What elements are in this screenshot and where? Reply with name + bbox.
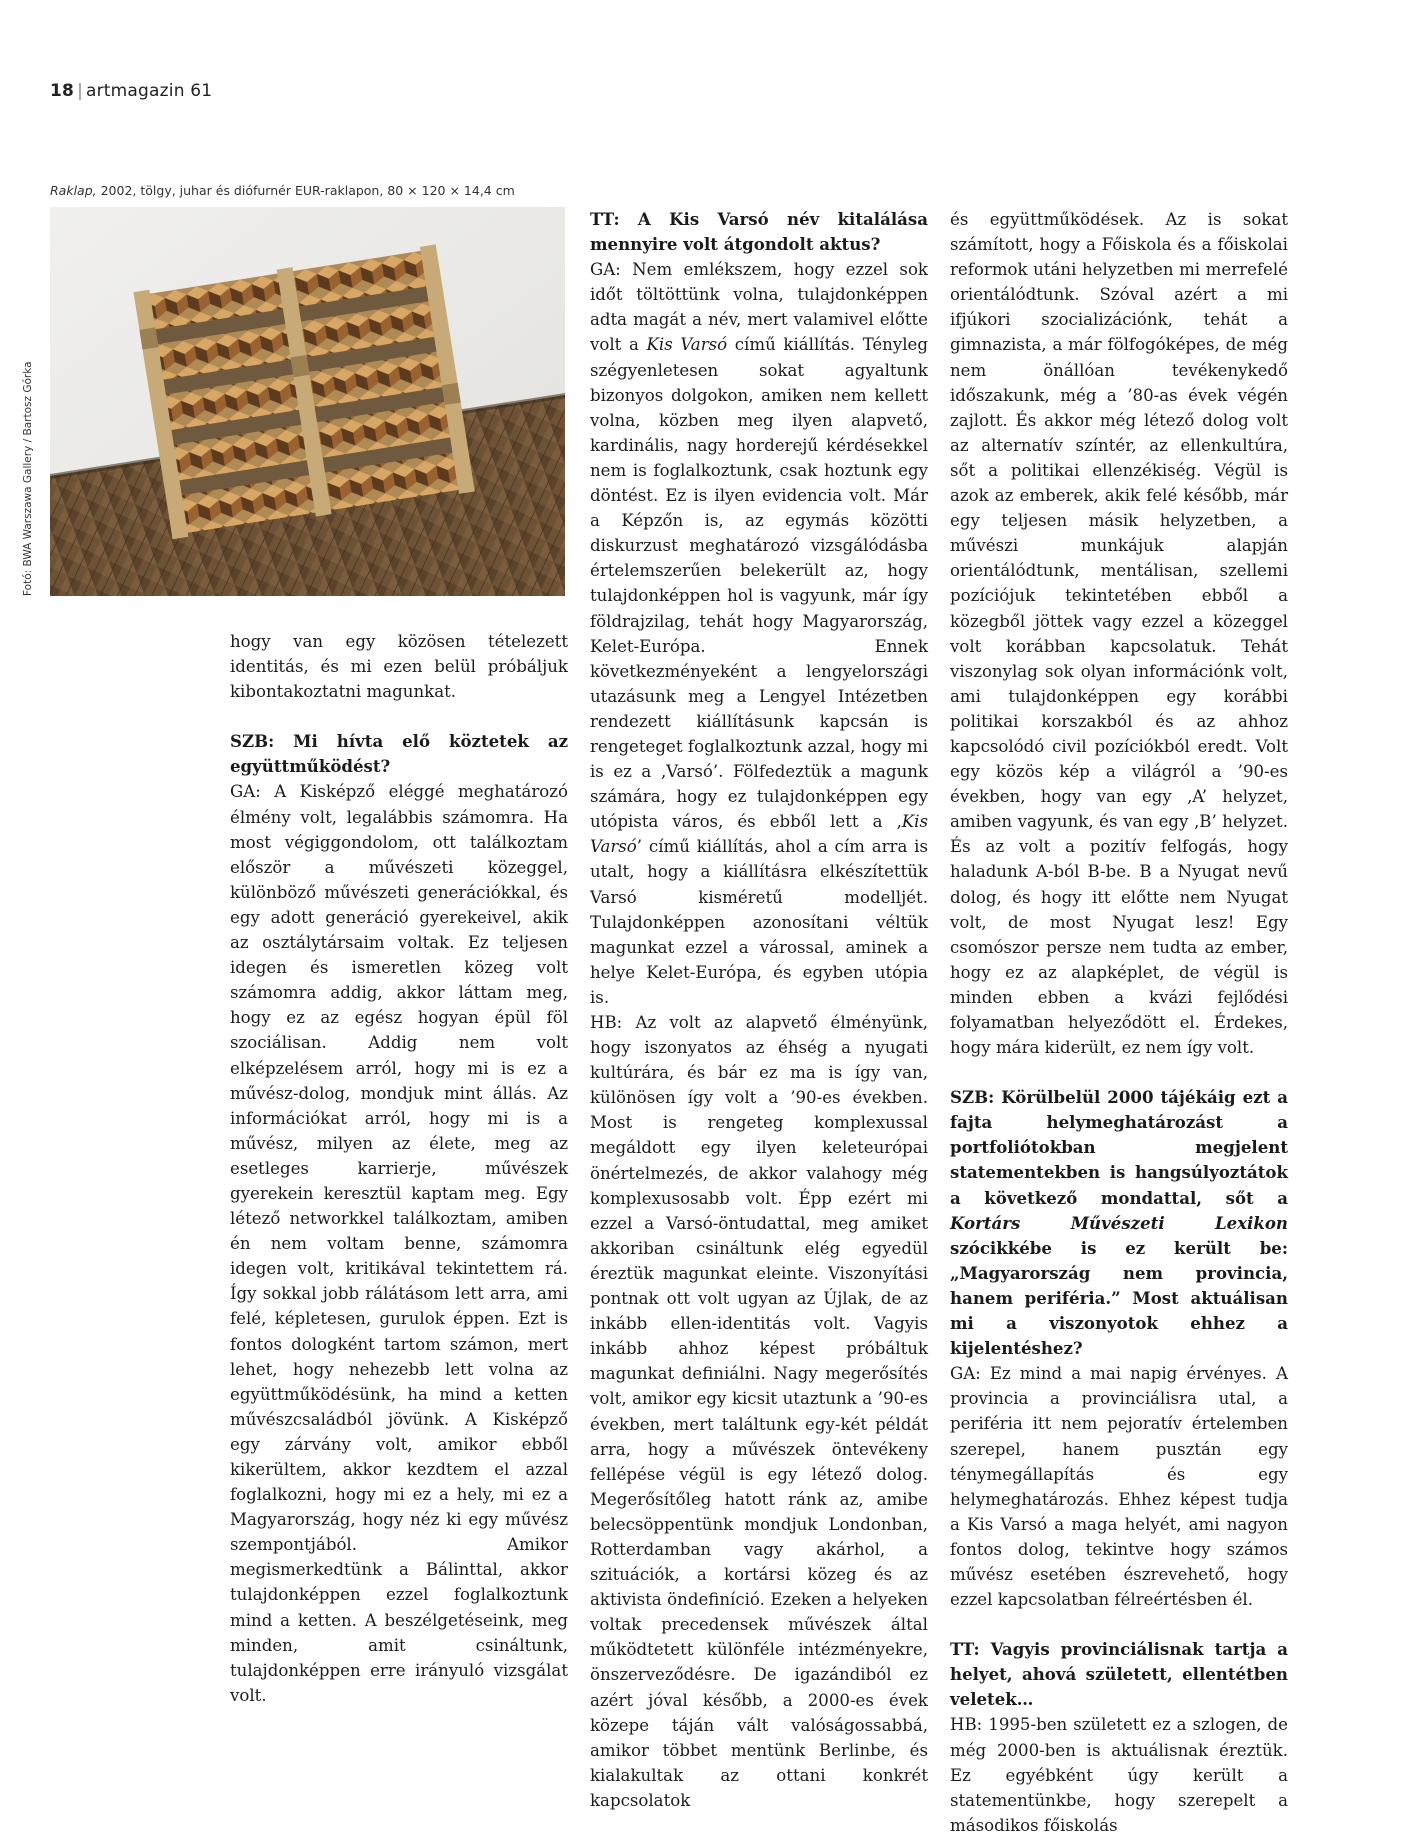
text-run: című kiállítás. Tényleg szégyenletesen sokat agyaltunk bizonyos dolgokon, amiken nem kellett volna, közben meg ilyen alapvető, kardinális, nagy horderejű kérdésekkel nem is foglalkoztunk, csak hoztunk egy döntést. Ez is ilyen evidencia volt. Már a Képzőn is, az egymás közötti diskurzust meghatározó vizsgálódásba értelemszerűen belekerült az, hogy tulajdonképpen hol is vagyunk, már így földrajzilag, tehát hogy Magyarország, Kelet-Európa. Ennek következményeként a lengyelországi utazásunk meg a Lengyel Intézetben rendezett kiállításunk kapcsán is rengeteget foglalkoztunk azzal, hogy mi is ez a ‚Varsó’. Fölfedeztük a magunk számára, hogy ez tulajdonképpen egy utópista város, és ebből lett a ‚ bbox=[590, 335, 928, 832]
paragraph-gap bbox=[950, 1060, 1288, 1085]
page-number: 18 bbox=[50, 81, 75, 101]
interview-answer: HB: 1995-ben született ez a szlogen, de még 2000-ben is aktuálisnak éreztük. Ez egyébként úgy került a statementünkbe, hogy szerepelt a másodikos főiskolás bbox=[950, 1715, 1288, 1835]
photo-credit-text: Fotó: BWA Warszawa Gallery / Bartosz Górka bbox=[22, 361, 34, 596]
italic-title: Kis Varsó bbox=[646, 335, 728, 355]
interview-question: SZB: Mi hívta elő köztetek az együttműködést? bbox=[230, 731, 568, 777]
text-run: SZB: Körülbelül 2000 tájékáig ezt a fajta helymeghatározást a portfoliótokban megjelent statementekben is hangsúlyoztátok a következő mondattal, sőt a bbox=[950, 1087, 1288, 1208]
caption-details: 2002, tölgy, juhar és diófurnér EUR-raklapon, 80 × 120 × 14,4 cm bbox=[96, 183, 515, 198]
interview-answer: GA: A Kisképző eléggé meghatározó élmény volt, legalábbis számomra. Ha most végiggondolom, ott találkoztam először a művészeti közeggel, különböző művészeti generációkkal, és egy adott generáció gyerekeivel, akik az osztálytársaim voltak. Ez teljesen idegen és ismeretlen közeg volt számomra addig, akkor láttam meg, hogy ez az egész hogyan épül föl szociálisan. Addig nem volt elképzelésem arról, hogy mi is ez a művész-dolog, mondjuk mint állás. Az információkat arról, hogy mi is a művész, milyen az élete, meg az esetleges karrierje, művészek gyerekein keresztül kaptam meg. Egy létező networkkel találkoztam, amiben én nem voltam benne, számomra idegen volt, kritikával tekintettem rá. Így sokkal jobb rálátásom lett arra, ami felé, képletesen, gurulok éppen. Ezt is fontos dologként tartom számon, mert lehet, hogy nehezebb lett volna az együttműködésünk, ha mind a ketten művészcsaládból jövünk. A Kisképző egy zárvány volt, amikor ebből kikerültem, akkor kezdtem el azzal foglalkozni, hogy mi ez a hely, mi ez a Magyarország, hogy néz ki egy művész szempontjából. Amikor megismerkedtünk a Bálinttal, akkor tulajdonképpen ezzel foglalkoztunk mind a ketten. A beszélgetéseink, meg minden, amit csináltunk, tulajdonképpen erre irányuló vizsgálat volt. bbox=[230, 782, 568, 1705]
magazine-name: artmagazin 61 bbox=[86, 81, 213, 101]
paragraph-gap bbox=[230, 704, 568, 729]
artwork-photo bbox=[50, 207, 565, 596]
text-run: ’ című kiállítás, ahol a cím arra is utalt, hogy a kiállításra elkészítettük Varsó kisméretű modelljét. Tulajdonképpen azonosítani véltük magunkat ezzel a várossal, aminek a helye Kelet-Európa, és egyben utópia is. bbox=[590, 837, 928, 1007]
text-run: GA: Nem emlékszem, hogy ezzel sok időt töltöttünk volna, tulajdonképpen adta magát a név, mert valamivel előtte volt a bbox=[590, 260, 928, 355]
italic-title: Kortárs Művészeti Lexikon bbox=[950, 1212, 1288, 1233]
interview-question bbox=[950, 1085, 1288, 1361]
figure-caption bbox=[50, 183, 515, 198]
folio-separator: | bbox=[77, 81, 83, 101]
pallet-artwork-image bbox=[50, 207, 565, 596]
interview-answer: és együttműködések. Az is sokat számított, hogy a Főiskola és a főiskolai reformok utáni helyzetben mi merrefelé orientálódtunk. Szóval azért a mi ifjúkori szocializációnk, tehát a gimnazista, a már fölfogóképes, de még nem önállóan tevékenykedő időszakunk, még a ’80-as évek végén zajlott. És akkor még létező dolog volt az alternatív színtér, az ellenkultúra, sőt a politikai ellenzékiség. Végül is azok az emberek, akik felé később, már egy teljesen másik helyzetben, a művészi munkájuk alapján orientálódtunk, mentálisan, szellemi pozíciójuk tekintetében ebből a közegből jöttek vagy ezzel a közeggel volt korábban kapcsolatuk. Tehát viszonylag sok olyan információnk volt, ami tulajdonképpen egy korábbi politikai korszakból és az ahhoz kapcsolódó civil pozíciókból eredt. Volt egy közös kép a világról a ’90-es években, hogy van egy ‚A’ helyzet, amiben vagyunk, és van egy ‚B’ helyzet. És az volt a pozitív felfogás, hogy haladunk A-ból B-be. B a Nyugat nevű dolog, és hogy itt előtte nem Nyugat volt, de most Nyugat lesz! Egy csomószor persze nem tudta az ember, hogy ez az alapképlet, de végül is minden ebben a kvázi fejlődési folyamatban helyeződött el. Érdekes, hogy mára kiderült, ez nem így volt. bbox=[950, 210, 1288, 1058]
interview-answer: HB: Az volt az alapvető élményünk, hogy iszonyatos az éhség a nyugati kultúrára, és bár ez ma is így van, különösen így volt a ’90-es években. Most is rengeteg komplexussal megáldott egy ilyen keleteurópai önértelmezés, de akkor valahogy még komplexusosabb volt. Épp ezért mi ezzel a Varsó-öntudattal, meg amiket akkoriban csináltunk elég egyedül éreztük magunkat eleinte. Viszonyítási pontnak ott volt ugyan az Újlak, de az inkább ellen-identitás volt. Vagyis inkább ahhoz képest próbáltuk magunkat definiálni. Nagy megerősítés volt, amikor egy kicsit utaztunk a ’90-es években, mert találtunk egy-két példát arra, hogy a művészek öntevékeny fellépése végül is egy létező dolog. Megerősítőleg hatott ránk az, amibe belecsöppentünk mondjuk Londonban, Rotterdamban vagy akárhol, a szituációk, a kortársi közeg és az aktivista öndefiníció. Ezeken a helyeken voltak precedensek művészek által működtetett különféle intézményekre, önszerveződésre. De igazándiból ez azért jóval később, a 2000-es évek közepe táján vált valóságossabbá, amikor többet mentünk Berlinbe, és kialakultak az ottani konkrét kapcsolatok bbox=[590, 1013, 928, 1810]
caption-title: Raklap, bbox=[50, 183, 97, 198]
interview-answer: GA: Ez mind a mai napig érvényes. A provincia a provinciálisra utal, a periféria itt nem pejoratív értelemben szerepel, hanem pusztán egy ténymegállapítás és egy helymeghatározás. Ehhez képest tudja a Kis Varsó a maga helyét, ami nagyon fontos dolog, tekintve hogy számos művész esetében észrevehető, hogy ezzel kapcsolatban félreértésben él. bbox=[950, 1364, 1288, 1610]
interview-question: TT: Vagyis provinciálisnak tartja a helyet, ahová született, ellentétben veletek… bbox=[950, 1639, 1288, 1710]
folio bbox=[50, 81, 212, 101]
paragraph-gap bbox=[950, 1612, 1288, 1637]
italic-title: Kis Varsó bbox=[590, 812, 928, 857]
interview-question: TT: A Kis Varsó név kitalálása mennyire volt átgondolt aktus? bbox=[590, 209, 928, 255]
text-column-1 bbox=[230, 629, 568, 1708]
interview-answer bbox=[590, 257, 928, 1010]
text-run: szócikkébe is ez került be: „Magyarország nem provincia, hanem periféria.” Most aktuálisan mi a viszonyotok ehhez a kijelentéshez? bbox=[950, 1237, 1288, 1359]
text-column-3 bbox=[950, 207, 1288, 1838]
text-column-2 bbox=[590, 207, 928, 1813]
interview-answer: hogy van egy közösen tételezett identitás, és mi ezen belül próbáljuk kibontakoztatni magunkat. bbox=[230, 632, 568, 702]
